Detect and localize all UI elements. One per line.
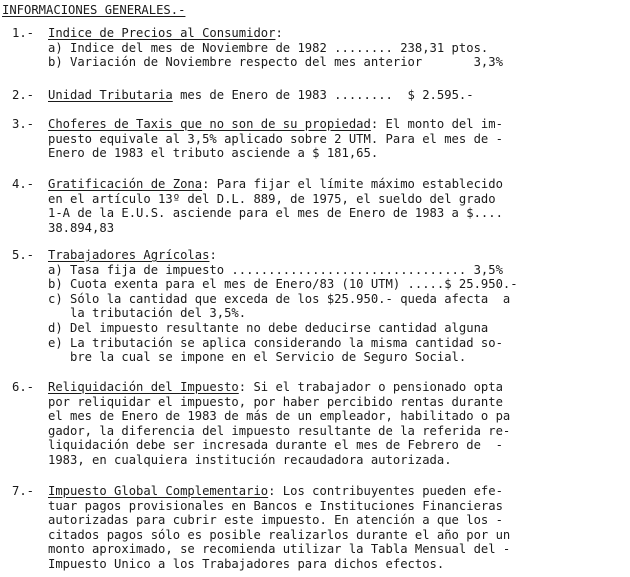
text-line: gador, la diferencia del impuesto resultante de la referida re-: [48, 423, 511, 438]
section-heading-line: [48, 26, 283, 41]
item-line: b) Variación de Noviembre respecto del mes anterior 3,3%: [48, 55, 503, 70]
text-line: el mes de Enero de 1983 de más de un empleador, habilitado o pa: [48, 409, 511, 424]
section-heading: Unidad Tributaria: [48, 88, 173, 102]
section-heading-rest: :: [209, 248, 217, 262]
item-line: bre la cual se impone en el Servicio de Seguro Social.: [48, 350, 467, 365]
item-line: a) Indice del mes de Noviembre de 1982 ........ 238,31 ptos.: [48, 40, 489, 55]
section-heading-rest: : Los contribuyentes pueden efe-: [268, 484, 503, 498]
section-heading: Gratificación de Zona: [48, 177, 203, 191]
text-line: por reliquidar el impuesto, por haber percibido rentas durante: [48, 394, 503, 409]
section-heading-line: [48, 484, 503, 499]
section-number: 3.-: [12, 117, 35, 131]
text-line: citados pagos sólo es posible realizarlos durante el año por un: [48, 527, 511, 542]
section-number: 4.-: [12, 177, 35, 191]
text-line: en el artículo 13º del D.L. 889, de 1975, el sueldo del grado: [48, 191, 496, 206]
section-heading: Impuesto Global Complementario: [48, 484, 269, 498]
section-heading: Reliquidación del Impuesto: [48, 380, 239, 394]
section-number: 6.-: [12, 380, 35, 394]
text-line: Impuesto Unico a los Trabajadores para dichos efectos.: [48, 557, 445, 571]
section-heading-rest: mes de Enero de 1983 ........ $ 2.595.-: [172, 88, 474, 102]
section-heading-rest: : El monto del im-: [370, 117, 503, 131]
section-number: 7.-: [12, 484, 35, 498]
section-heading-rest: : Si el trabajador o pensionado opta: [238, 380, 503, 394]
section-number: 1.-: [12, 26, 35, 40]
text-line: 1983, en cualquiera institución recaudadora autorizada.: [48, 453, 452, 467]
section-heading-rest: :: [275, 26, 283, 40]
section-number: 5.-: [12, 248, 35, 262]
page-title: INFORMACIONES GENERALES.-: [2, 3, 186, 17]
section-heading: Choferes de Taxis que no son de su propiedad: [48, 117, 371, 131]
text-line: tuar pagos provisionales en Bancos e Instituciones Financieras: [48, 498, 503, 513]
text-line: Enero de 1983 el tributo asciende a $ 181,65.: [48, 146, 379, 161]
section-heading-line: [48, 248, 217, 263]
item-line: c) Sólo la cantidad que exceda de los $25.950.- queda afecta a: [48, 291, 511, 306]
section-heading-rest: : Para fijar el límite máximo establecido: [202, 177, 503, 191]
item-line: b) Cuota exenta para el mes de Enero/83 (10 UTM) .....$ 25.950.-: [48, 277, 518, 292]
section-heading: Trabajadores Agrícolas: [48, 248, 210, 262]
text-line: monto aproximado, se recomienda utilizar la Tabla Mensual del -: [48, 542, 511, 557]
section-heading-line: [48, 380, 503, 395]
item-line: d) Del impuesto resultante no debe deducirse cantidad alguna: [48, 321, 489, 335]
text-line: puesto equivale al 3,5% aplicado sobre 2 UTM. Para el mes de -: [48, 131, 503, 146]
item-line: e) La tributación se aplica considerando la misma cantidad so-: [48, 335, 503, 350]
section-heading-line: [48, 88, 474, 103]
text-line: 38.894,83: [48, 220, 115, 235]
section-heading-line: [48, 117, 503, 132]
item-line: la tributación del 3,5%.: [48, 306, 247, 321]
item-line: a) Tasa fija de impuesto ................................ 3,5%: [48, 262, 503, 277]
text-line: autorizadas para cubrir este impuesto. En atención a que los -: [48, 513, 503, 528]
section-heading-line: [48, 177, 503, 192]
section-heading: Indice de Precios al Consumidor: [48, 26, 276, 40]
text-line: 1-A de la E.U.S. asciende para el mes de Enero de 1983 a $....: [48, 206, 503, 221]
section-number: 2.-: [12, 88, 35, 102]
text-line: liquidación debe ser incresada durante el mes de Febrero de -: [48, 438, 503, 453]
